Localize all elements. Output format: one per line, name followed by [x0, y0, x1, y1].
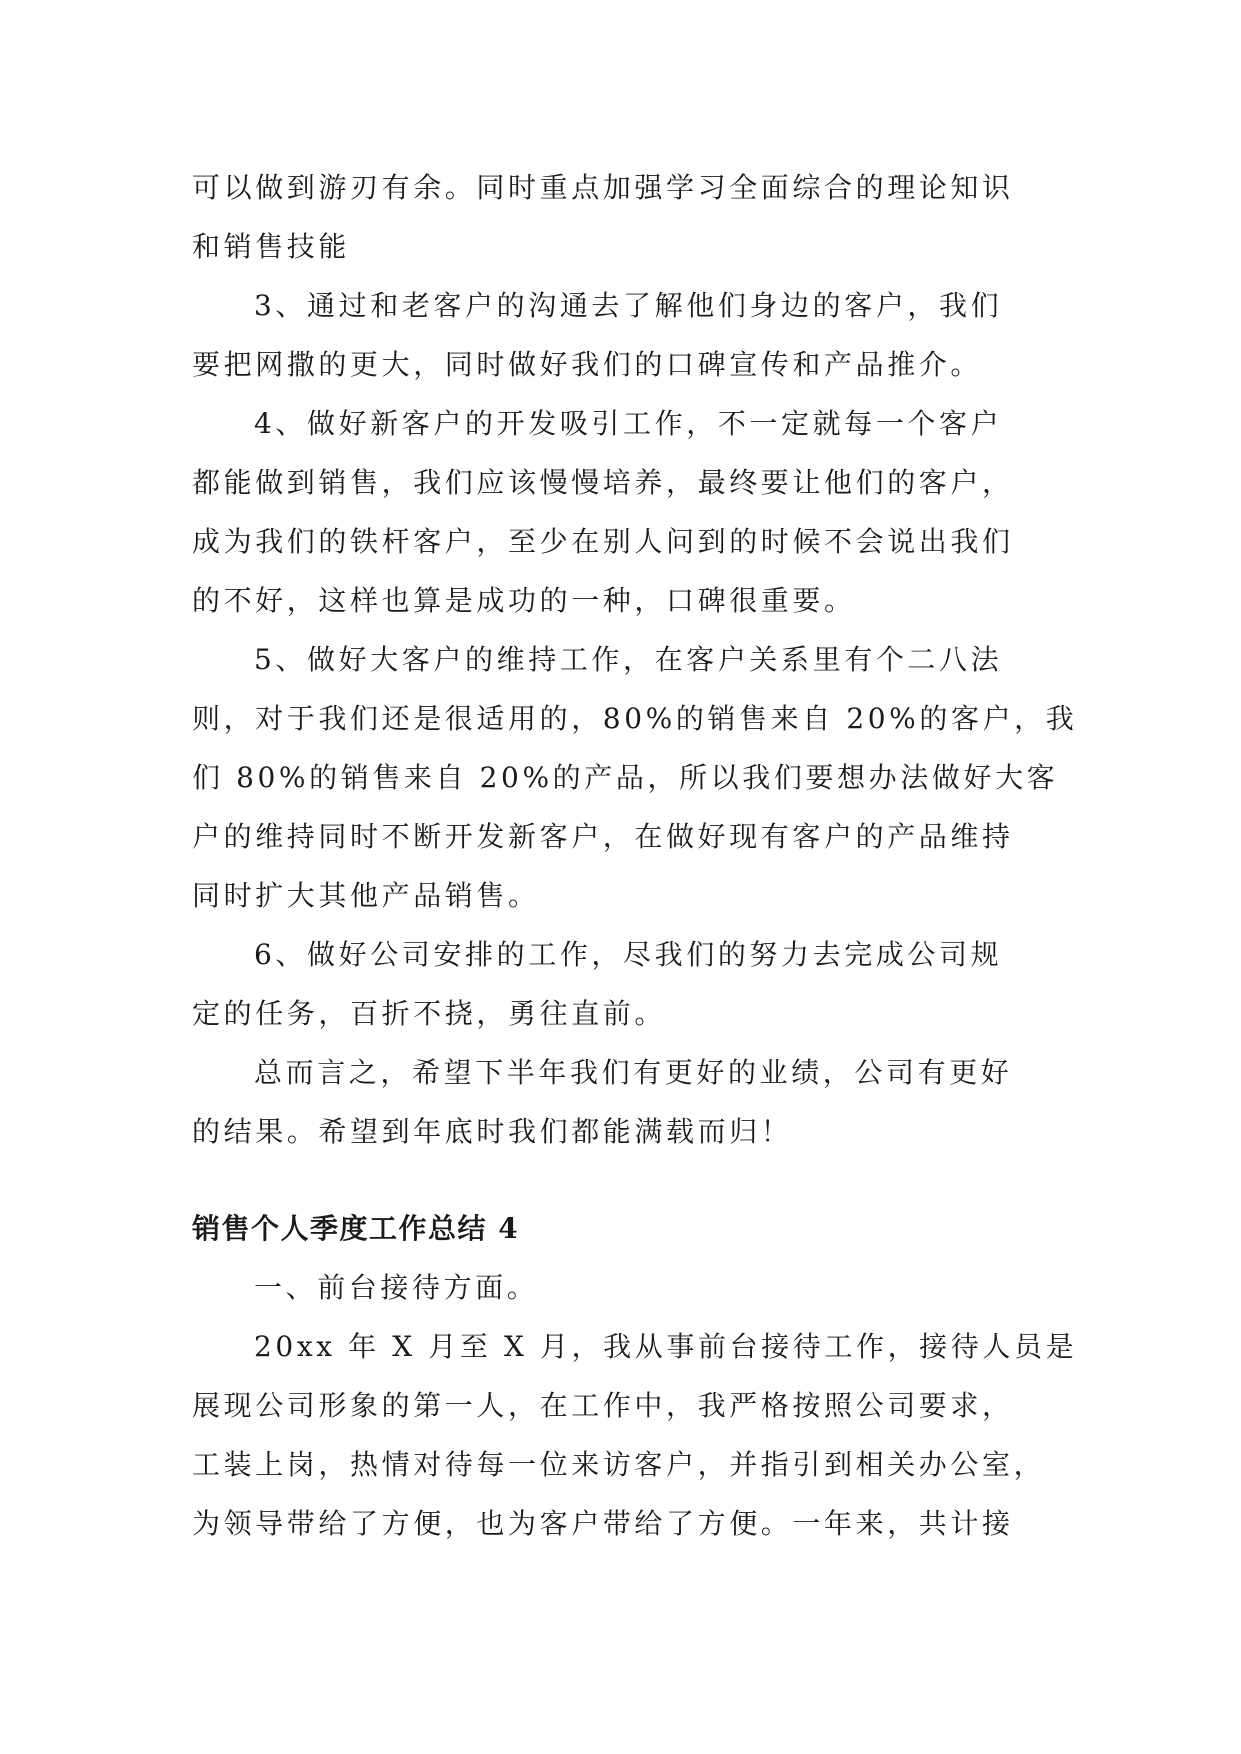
- paragraph-item-5: [192, 630, 1078, 925]
- text-line: 3、通过和老客户的沟通去了解他们身边的客户，我们: [254, 289, 1003, 322]
- text-line: 成为我们的铁杆客户，至少在别人问到的时候不会说出我们: [192, 525, 1014, 558]
- text-line: 展现公司形象的第一人，在工作中，我严格按照公司要求，: [192, 1389, 1014, 1422]
- text-line: 和销售技能: [192, 230, 351, 263]
- text-line: 则，对于我们还是很适用的，80%的销售来自 20%的客户，我: [192, 702, 1078, 735]
- text-line: 户的维持同时不断开发新客户，在做好现有客户的产品维持: [192, 820, 1014, 853]
- text-line: 6、做好公司安排的工作，尽我们的努力去完成公司规: [254, 938, 1003, 971]
- text-line: 的不好，这样也算是成功的一种，口碑很重要。: [192, 584, 856, 617]
- text-line: 总而言之，希望下半年我们有更好的业绩，公司有更好: [254, 1056, 1013, 1089]
- paragraph-conclusion: [192, 1043, 1052, 1161]
- section-heading: 销售个人季度工作总结 4: [192, 1212, 520, 1245]
- section-continued-text: [192, 158, 1078, 1161]
- text-line: 定的任务，百折不挠，勇往直前。: [192, 997, 667, 1030]
- paragraph-item-6: [192, 925, 1052, 1043]
- paragraph-reception: [192, 1317, 1078, 1553]
- text-line: 5、做好大客户的维持工作，在客户关系里有个二八法: [254, 643, 1003, 676]
- text-line: 4、做好新客户的开发吸引工作，不一定就每一个客户: [254, 407, 1003, 440]
- text-line: 20xx 年 X 月至 X 月，我从事前台接待工作，接待人员是: [254, 1330, 1078, 1363]
- text-line: 同时扩大其他产品销售。: [192, 879, 540, 912]
- text-line: 为领导带给了方便，也为客户带给了方便。一年来，共计接: [192, 1507, 1014, 1540]
- text-line: 可以做到游刃有余。同时重点加强学习全面综合的理论知识: [192, 171, 1014, 204]
- text-line: 工装上岗，热情对待每一位来访客户，并指引到相关办公室，: [192, 1448, 1046, 1481]
- subsection-heading: [192, 1258, 1052, 1317]
- paragraph-item-3: [192, 276, 1052, 394]
- paragraph-skills: [192, 158, 1052, 276]
- text-line: 一、前台接待方面。: [254, 1271, 539, 1304]
- text-line: 都能做到销售，我们应该慢慢培养，最终要让他们的客户，: [192, 466, 1014, 499]
- text-line: 要把网撒的更大，同时做好我们的口碑宣传和产品推介。: [192, 348, 983, 381]
- section-summary-4: [192, 1199, 1078, 1553]
- paragraph-item-4: [192, 394, 1052, 630]
- text-line: 们 80%的销售来自 20%的产品，所以我们要想办法做好大客: [192, 761, 1059, 794]
- text-line: 的结果。希望到年底时我们都能满载而归！: [192, 1115, 793, 1148]
